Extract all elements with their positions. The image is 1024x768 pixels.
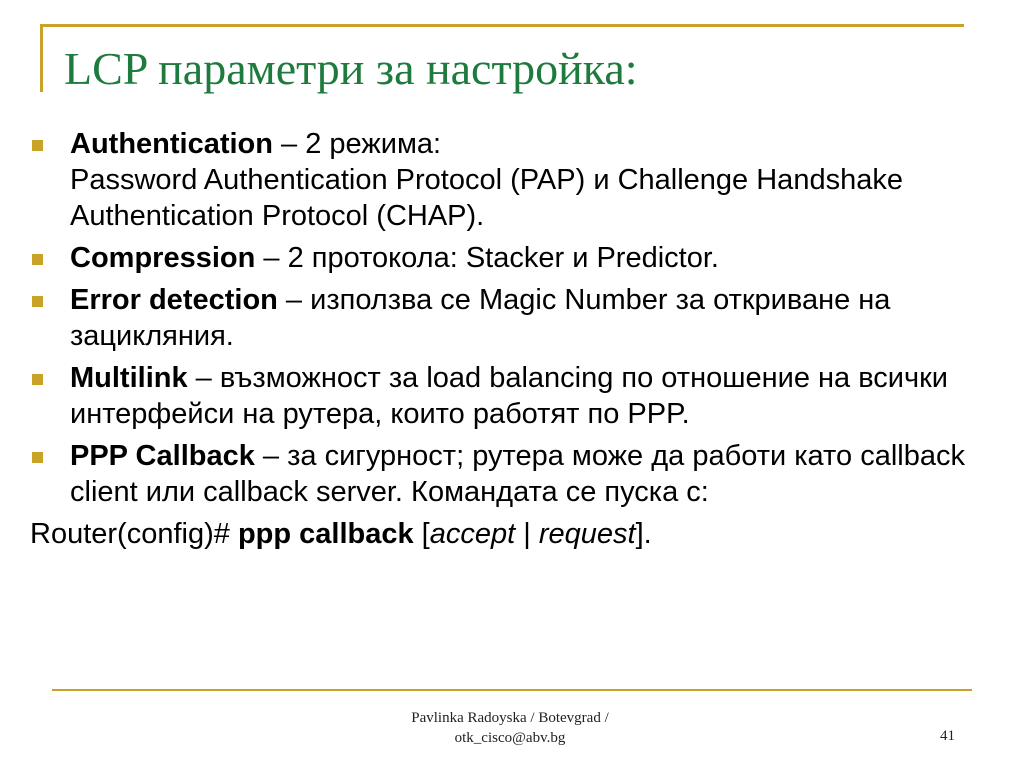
bullet-item-multilink (30, 360, 995, 432)
footer-rule (52, 689, 972, 691)
command-separator: | (515, 518, 539, 550)
square-bullet-icon (32, 452, 43, 463)
slide-title: LCP параметри за настройка: (64, 43, 638, 94)
title-frame-top-rule (40, 24, 964, 27)
bullet-text: – за сигурност; рутера може да работи като callback client или callback server. Командата се пуска с: (70, 440, 965, 508)
command-option-accept: accept (429, 518, 516, 550)
command-example (30, 516, 995, 552)
bullet-text: – използва се Magic Number за откриване на зацикляния. (70, 284, 891, 352)
bullet-item-ppp-callback (30, 438, 995, 510)
bullet-term: Authentication (70, 128, 273, 160)
command-keyword: ppp callback (237, 518, 414, 550)
footer-credit-line1: Pavlinka Radoyska / Botevgrad / (411, 710, 609, 726)
title-frame-left-rule (40, 24, 43, 92)
command-open-bracket: [ (413, 518, 430, 550)
bullet-item-error-detection (30, 282, 995, 354)
footer-credit (350, 708, 670, 748)
bullet-term: Multilink (70, 362, 188, 394)
bullet-text: – 2 режима: (273, 128, 442, 160)
bullet-term: Error detection (70, 284, 278, 316)
bullet-term: Compression (70, 242, 256, 274)
command-option-request: request (538, 518, 636, 550)
command-prefix: Router(config)# (30, 518, 238, 550)
square-bullet-icon (32, 296, 43, 307)
bullet-list (30, 126, 995, 510)
slide-content (30, 126, 995, 552)
command-close-bracket: ]. (635, 518, 652, 550)
bullet-text: – възможност за load balancing по отношение на всички интерфейси на рутера, които работят по PPP. (70, 362, 948, 430)
bullet-term: PPP Callback (70, 440, 255, 472)
square-bullet-icon (32, 374, 43, 385)
bullet-item-compression (30, 240, 995, 276)
square-bullet-icon (32, 140, 43, 151)
footer-credit-line2: otk_cisco@abv.bg (454, 730, 566, 746)
square-bullet-icon (32, 254, 43, 265)
bullet-text-continued: Password Authentication Protocol (PAP) и Challenge Handshake Authentication Protocol (CHAP). (70, 164, 903, 232)
bullet-text: – 2 протокола: Stacker и Predictor. (255, 242, 719, 274)
page-number: 41 (940, 728, 955, 744)
bullet-item-authentication (30, 126, 995, 234)
